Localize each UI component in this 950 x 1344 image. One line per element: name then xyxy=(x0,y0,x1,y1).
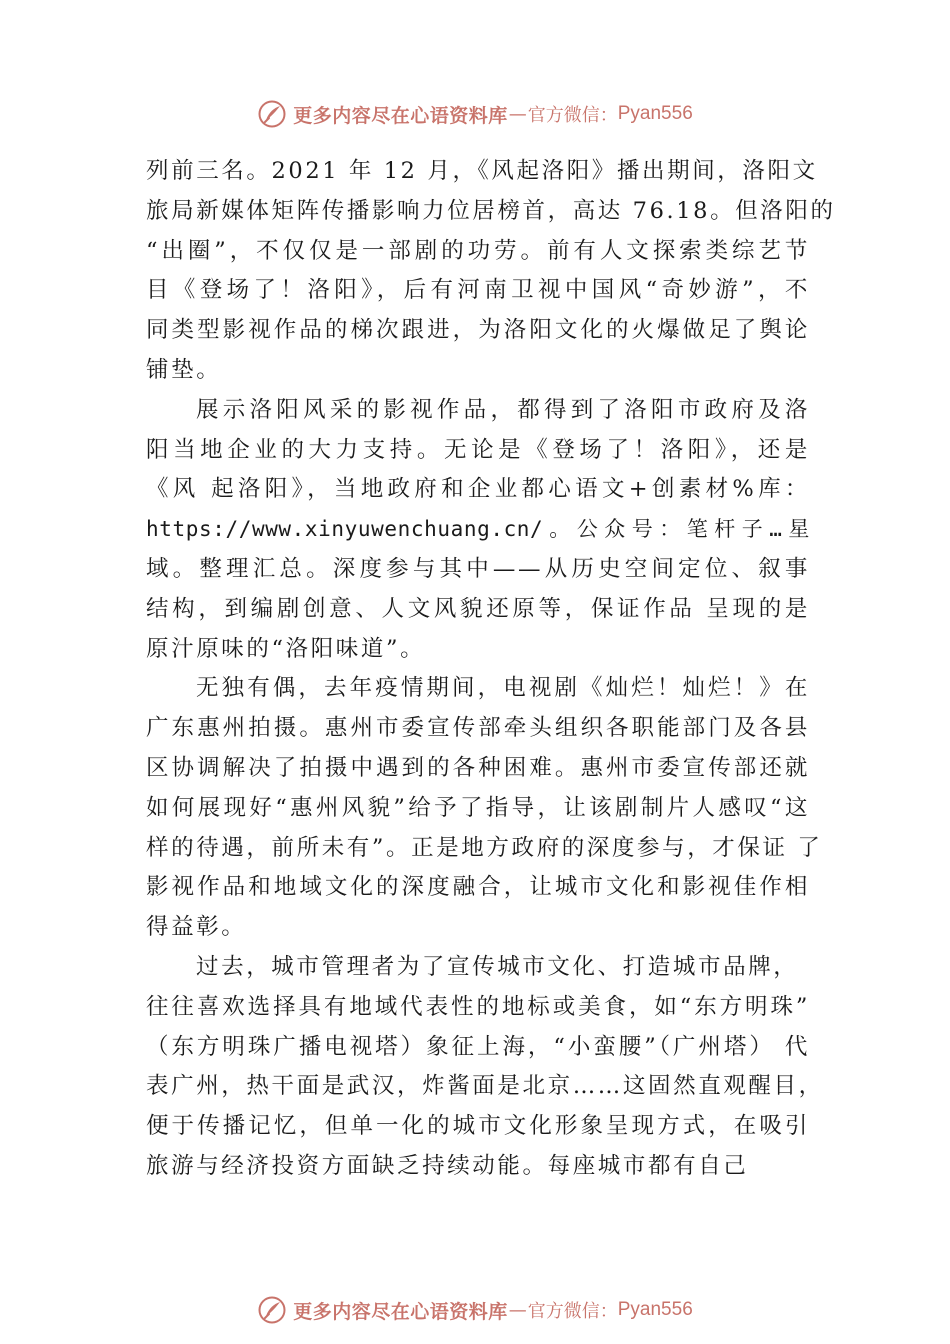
text-line: 得益彰。 xyxy=(146,914,247,941)
text-line: 目《登场了！洛阳》，后有河南卫视中国风“奇妙游”，不 xyxy=(146,277,810,304)
watermark-wechat-id: Pyan556 xyxy=(617,103,693,124)
text-line: 域。整理汇总。深度参与其中——从历史空间定位、叙事 xyxy=(146,555,810,582)
text-line: 表广州，热干面是武汉，炸酱面是北京……这固然直观醒目， xyxy=(146,1073,824,1100)
text-line: 影视作品和地域文化的深度融合，让城市文化和影视佳作相 xyxy=(146,874,810,901)
text-line: 结构，到编剧创意、人文风貌还原等，保证作品 呈现的是 xyxy=(146,595,810,622)
text-line: 无独有偶，去年疫情期间，电视剧《灿烂！灿烂！》在 xyxy=(196,675,810,702)
document-body xyxy=(146,152,836,1187)
text-line: 阳当地企业的大力支持。无论是《登场了！洛阳》，还是 xyxy=(146,436,810,463)
brand-logo-icon xyxy=(257,99,287,129)
text-line: 过去，城市管理者为了宣传城市文化、打造城市品牌， xyxy=(196,953,799,980)
text-line: “出圈”，不仅仅是一部剧的功劳。前有人文探索类综艺节 xyxy=(146,237,810,264)
watermark-main-text: 更多内容尽在心语资料库 xyxy=(293,1300,508,1323)
text-line: 便于传播记忆，但单一化的城市文化形象呈现方式，在吸引 xyxy=(146,1113,810,1140)
text-line: 如何展现好“惠州风貌”给予了指导，让该剧制片人感叹“这 xyxy=(146,794,810,821)
watermark-dash: — xyxy=(508,1299,527,1321)
text-line: （东方明珠广播电视塔）象征上海，“小蛮腰”（广州塔） 代 xyxy=(146,1033,810,1060)
watermark-wechat-label: 官方微信： xyxy=(527,1301,618,1322)
brand-logo-icon xyxy=(257,1295,287,1325)
watermark-main-text: 更多内容尽在心语资料库 xyxy=(293,104,508,127)
text-line: 铺垫。 xyxy=(146,356,222,383)
text-line: 区协调解决了拍摄中遇到的各种困难。惠州市委宣传部还就 xyxy=(146,754,810,781)
text-line: 《风 起洛阳》，当地政府和企业都心语文+创素材%库： xyxy=(146,476,810,503)
text-line: 原汁原味的“洛阳味道”。 xyxy=(146,635,426,662)
text-line: 展示洛阳风采的影视作品，都得到了洛阳市政府及洛 xyxy=(196,396,810,423)
watermark-header xyxy=(0,94,950,134)
text-line: 样的待遇，前所未有”。正是地方政府的深度参与，才保证 了 xyxy=(146,834,823,861)
watermark-wechat-id: Pyan556 xyxy=(617,1299,693,1320)
text-line: 往往喜欢选择具有地域代表性的地标或美食，如“东方明珠” xyxy=(146,993,810,1020)
text-line: 旅游与经济投资方面缺乏持续动能。每座城市都有自己 xyxy=(146,1152,749,1179)
watermark-footer xyxy=(0,1290,950,1330)
watermark-wechat-label: 官方微信： xyxy=(527,105,618,126)
text-line-url: https://www.xinyuwenchuang.cn/。公众号：笔杆子…星 xyxy=(146,517,810,542)
text-line: 旅局新媒体矩阵传播影响力位居榜首，高达 76.18。但洛阳的 xyxy=(146,197,836,224)
watermark-dash: — xyxy=(508,103,527,125)
text-line: 同类型影视作品的梯次跟进，为洛阳文化的火爆做足了舆论 xyxy=(146,317,810,344)
text-line: 广东惠州拍摄。惠州市委宣传部牵头组织各职能部门及各县 xyxy=(146,715,810,742)
text-line: 列前三名。2021 年 12 月，《风起洛阳》播出期间，洛阳文 xyxy=(146,158,818,184)
